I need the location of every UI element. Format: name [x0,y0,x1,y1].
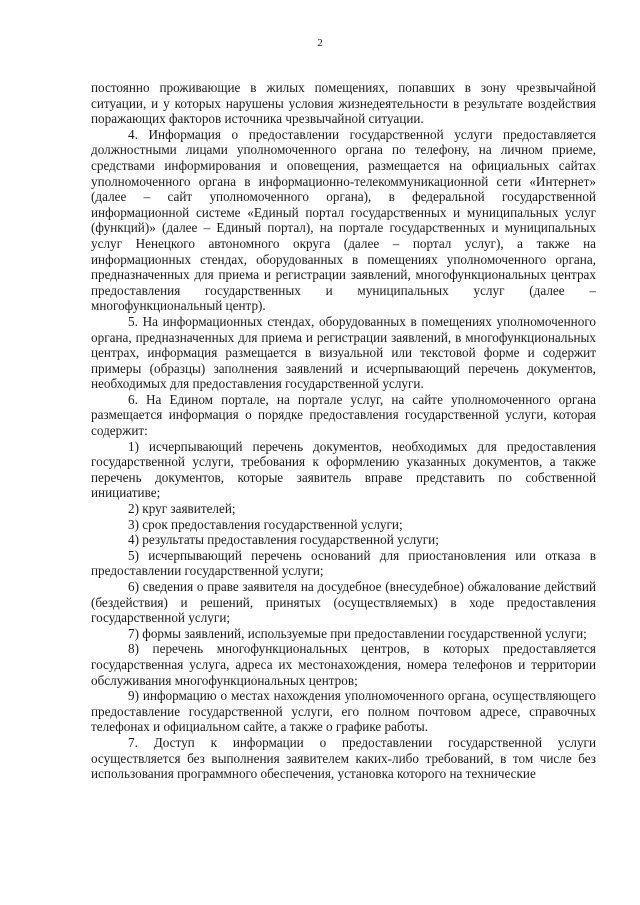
list-item-5: 5) исчерпывающий перечень оснований для приостановления или отказа в предоставлении государственной услуги; [91,547,596,579]
document-body [91,80,596,782]
paragraph-7: 7. Доступ к информации о предоставлении государственной услуги осуществляется без выполнения заявителем каких-либо требований, в том числе без использования программного обеспечения, установка которого на технические [91,734,596,782]
paragraph-continuation: постоянно проживающие в жилых помещениях, попавших в зону чрезвычайной ситуации, и у которых нарушены условия жизнедеятельности в результате воздействия поражающих факторов источника чрезвычайной ситуации. [91,80,596,127]
list-item-7: 7) формы заявлений, используемые при предоставлении государственной услуги; [128,625,587,641]
list-item-3: 3) срок предоставления государственной услуги; [128,516,403,532]
list-item-9: 9) информацию о местах нахождения уполномоченного органа, осуществляющего предоставление государственной услуги, его полном почтовом адресе, справочных телефонах и официальном сайте, а также о графике работы. [91,688,596,735]
paragraph-4: 4. Информация о предоставлении государственной услуги предоставляется должностными лицами уполномоченного органа по телефону, на личном приеме, средствами информирования и оповещения, размещается на официальных сайтах уполномоченного органа в информационно-телекоммуникационной сети «Интернет» (далее – сайт уполномоченного органа), в федеральной государственной информационной системе «Единый портал государственных и муниципальных услуг (функций)» (далее – Единый портал), на портале государственных и муниципальных услуг Ненецкого автономного округа (далее – портал услуг), а также на информационных стендах, оборудованных в помещениях уполномоченного органа, предназначенных для приема и регистрации заявлений, многофункциональных центрах предоставления государственных и муниципальных услуг (далее – многофункциональный центр). [91,126,596,314]
list-item-4: 4) результаты предоставления государственной услуги; [128,532,439,548]
paragraph-5: 5. На информационных стендах, оборудованных в помещениях уполномоченного органа, предназначенных для приема и регистрации заявлений, в многофункциональных центрах, информация размещается в визуальной или текстовой форме и содержит примеры (образцы) заполнения заявлений и исчерпывающий перечень документов, необходимых для предоставления государственной услуги. [91,313,596,392]
paragraph-6: 6. На Едином портале, на портале услуг, на сайте уполномоченного органа размещается информация о порядке предоставления государственной услуги, которая содержит: [91,391,596,439]
list-item-6: 6) сведения о праве заявителя на досудебное (внесудебное) обжалование действий (бездействия) и решений, принятых (осуществляемых) в ходе предоставления государственной услуги; [91,579,596,626]
list-item-8: 8) перечень многофункциональных центров, в которых предоставляется государственная услуга, адреса их местонахождения, номера телефонов и территории обслуживания многофункциональных центров; [91,641,596,688]
page-number: 2 [317,37,323,49]
list-item-2: 2) круг заявителей; [128,501,236,517]
list-item-1: 1) исчерпывающий перечень документов, необходимых для предоставления государственной услуги, требования к оформлению указанных документов, а также перечень документов, которые заявитель вправе представить по собственной инициативе; [91,438,596,501]
